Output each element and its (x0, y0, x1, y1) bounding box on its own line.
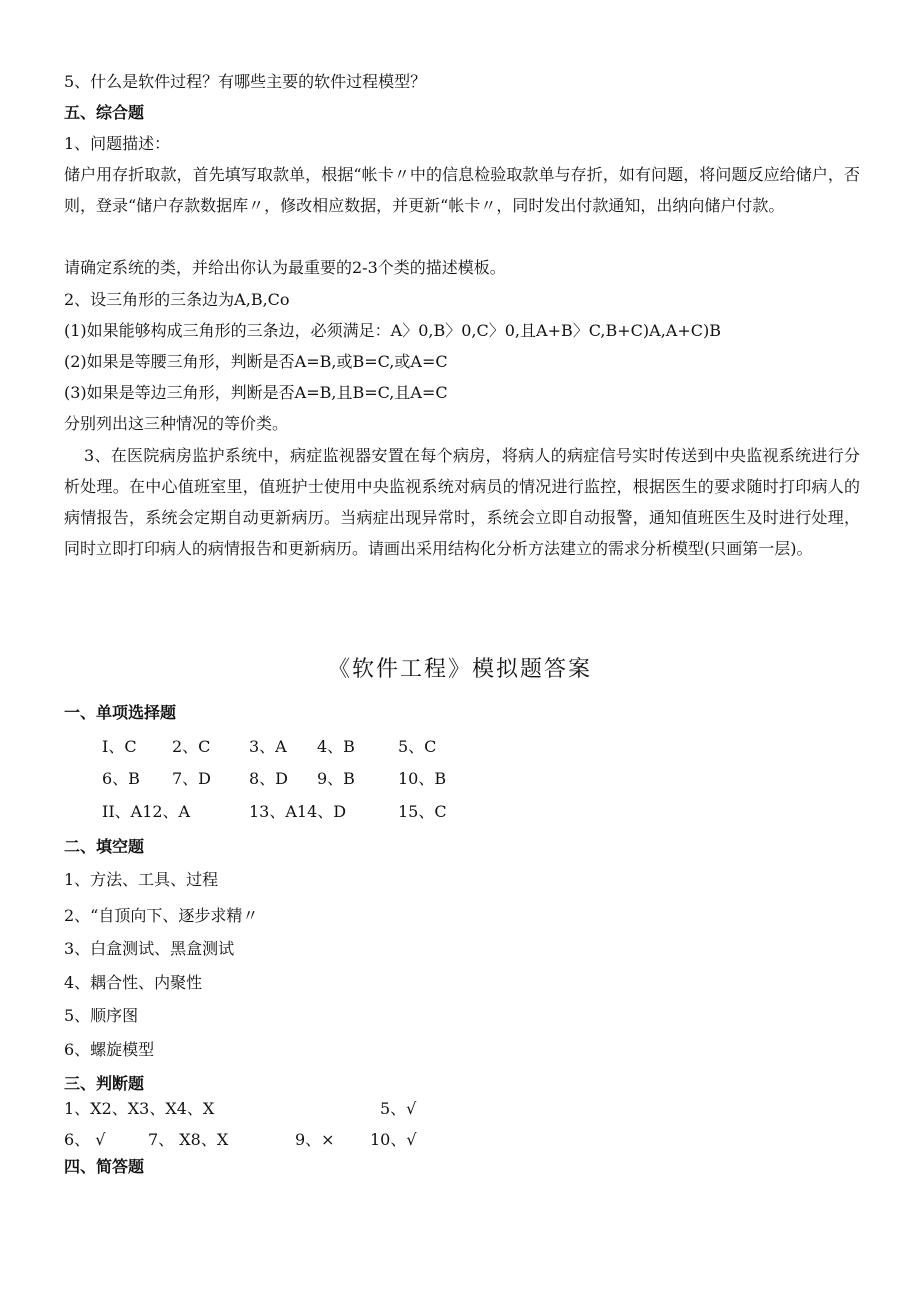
mc-answer: II、A12、A (102, 802, 191, 821)
mc-answer: 8、D (249, 769, 289, 788)
answers-section-3-heading: 三、判断题 (64, 1074, 145, 1093)
mc-answer: 6、B (102, 769, 140, 788)
item2-condition-2: (2)如果是等腰三角形，判断是否A=B,或B=C,或A=C (64, 352, 448, 371)
answers-section-4-heading: 四、简答题 (64, 1157, 145, 1176)
item2-task: 分别列出这三种情况的等价类。 (64, 414, 289, 433)
fill-answer: 4、耦合性、内聚性 (64, 973, 203, 992)
mc-answer: 9、B (317, 769, 355, 788)
mc-answer: 5、C (398, 737, 437, 756)
judge-answer: 1、X2、X3、X4、X (64, 1099, 215, 1118)
mc-answer: 3、A (249, 737, 287, 756)
fill-answer: 6、螺旋模型 (64, 1040, 155, 1059)
fill-answer: 2、“自顶向下、逐步求精〃 (64, 906, 259, 925)
judge-answer: 10、√ (370, 1130, 417, 1149)
fill-answer: 1、方法、工具、过程 (64, 870, 219, 889)
answers-title: 《软件工程》模拟题答案 (327, 657, 592, 682)
item2-title: 2、设三角形的三条边为A,B,Co (64, 290, 290, 309)
section-5-heading: 五、综合题 (64, 103, 145, 122)
mc-answer: 7、D (172, 769, 212, 788)
item1-description: 储户用存折取款，首先填写取款单，根据“帐卡〃中的信息检验取款单与存折，如有问题，将问题反应给储户，否则，登录“储户存款数据库〃，修改相应数据，并更新“帐卡〃，同时发出付款通知，出纳向储户付款。 (64, 165, 860, 215)
judge-answer: 7、 X8、X (148, 1130, 229, 1149)
item1-task: 请确定系统的类，并给出你认为最重要的2-3个类的描述模板。 (64, 258, 506, 277)
mc-answer: 2、C (172, 737, 211, 756)
item1-title: 1、问题描述： (64, 134, 171, 153)
item2-condition-1: (1)如果能够构成三角形的三条边，必须满足：A〉0,B〉0,C〉0,且A+B〉C,B+C)A,A+C)B (64, 321, 721, 340)
fill-answer: 3、白盒测试、黑盒测试 (64, 939, 235, 958)
item2-condition-3: (3)如果是等边三角形，判断是否A=B,且B=C,且A=C (64, 383, 448, 402)
mc-answer: 10、B (398, 769, 447, 788)
answers-section-2-heading: 二、填空题 (64, 837, 145, 856)
mc-answer: 13、A14、D (249, 802, 347, 821)
fill-answer: 5、顺序图 (64, 1006, 139, 1025)
question-5: 5、什么是软件过程？有哪些主要的软件过程模型？ (64, 72, 427, 91)
judge-answer: 9、× (295, 1130, 335, 1149)
mc-answer: I、C (102, 737, 137, 756)
mc-answer: 4、B (317, 737, 355, 756)
answers-section-1-heading: 一、单项选择题 (64, 703, 177, 722)
judge-answer: 6、 √ (64, 1130, 106, 1149)
item3-description: 3、在医院病房监护系统中，病症监视器安置在每个病房，将病人的病症信号实时传送到中央监视系统进行分析处理。在中心值班室里，值班护士使用中央监视系统对病员的情况进行监控，根据医生的要求随时打印病人的病情报告，系统会定期自动更新病历。当病症出现异常时，系统会立即自动报警，通知值班医生及时进行处理，同时立即打印病人的病情报告和更新病历。请画出采用结构化分析方法建立的需求分析模型(只画第一层)。 (64, 446, 860, 558)
mc-answer: 15、C (398, 802, 447, 821)
judge-answer: 5、√ (380, 1099, 417, 1118)
